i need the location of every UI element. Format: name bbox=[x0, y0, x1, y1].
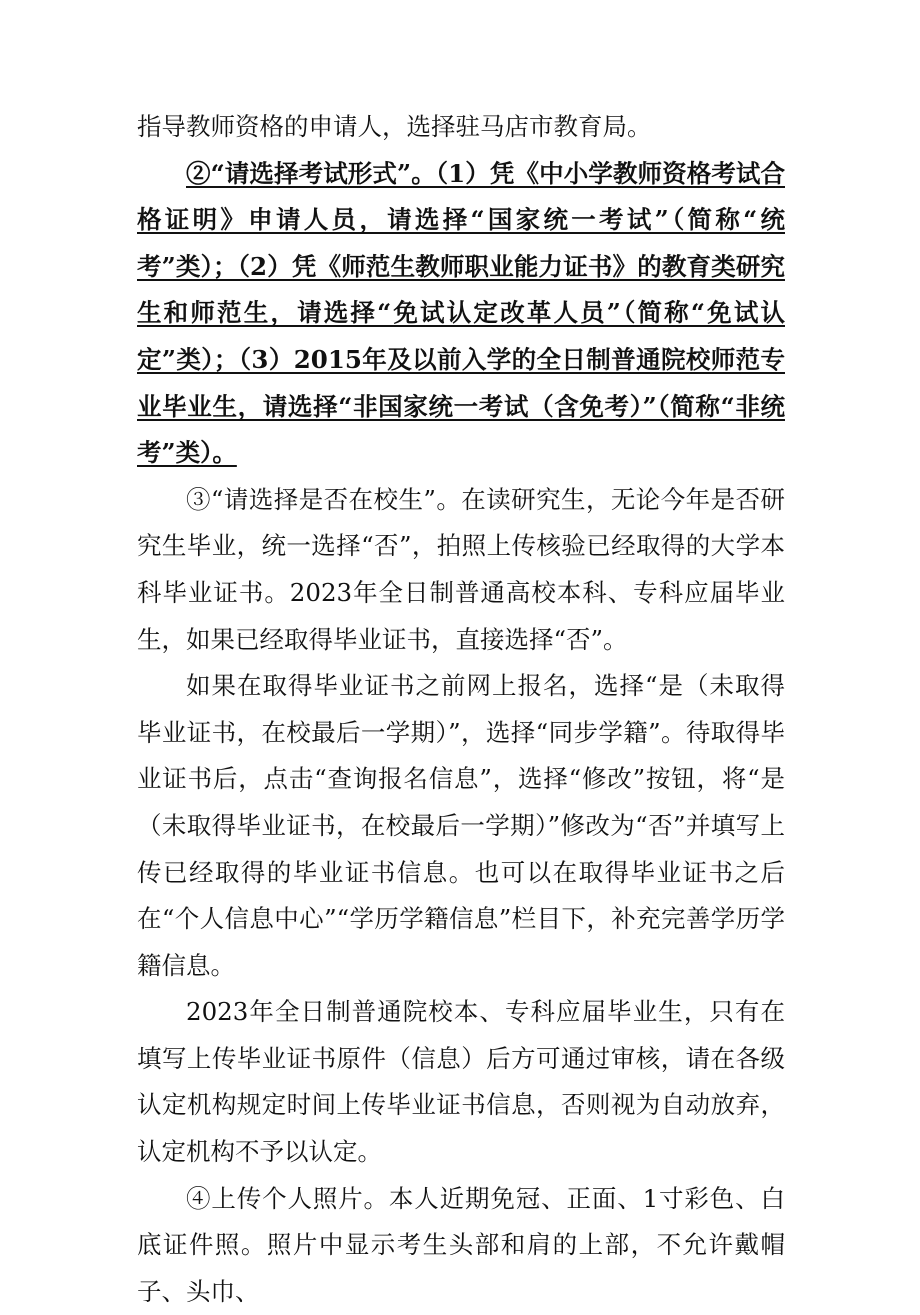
paragraph-graduates-upload: 2023年全日制普通院校本、专科应届毕业生，只有在填写上传毕业证书原件（信息）后方可通过审核，请在各级认定机构规定时间上传毕业证书信息，否则视为自动放弃，认定机构不予以认定。 bbox=[137, 997, 785, 1167]
paragraph-continuation: 指导教师资格的申请人，选择驻马店市教育局。 bbox=[137, 112, 652, 141]
document-page bbox=[137, 104, 785, 1315]
paragraph-online-registration: 如果在取得毕业证书之前网上报名，选择“是（未取得毕业证书，在校最后一学期）”，选择“同步学籍”。待取得毕业证书后，点击“查询报名信息”，选择“修改”按钮，将“是（未取得毕业证书，在校最后一学期）”修改为“否”并填写上传已经取得的毕业证书信息。也可以在取得毕业证书之后在“个人信息中心”“学历学籍信息”栏目下，补充完善学历学籍信息。 bbox=[137, 671, 785, 980]
paragraph-photo-upload: ④上传个人照片。本人近期免冠、正面、1寸彩色、白底证件照。照片中显示考生头部和肩的上部，不允许戴帽子、头巾、 bbox=[137, 1183, 785, 1306]
paragraph-student-status: ③“请选择是否在校生”。在读研究生，无论今年是否研究生毕业，统一选择“否”，拍照上传核验已经取得的大学本科毕业证书。2023年全日制普通高校本科、专科应届毕业生，如果已经取得毕业证书，直接选择“否”。 bbox=[137, 484, 785, 654]
paragraph-exam-form: ②“请选择考试形式”。（1）凭《中小学教师资格考试合格证明》申请人员，请选择“国家统一考试”（简称“统考”类）；（2）凭《师范生教师职业能力证书》的教育类研究生和师范生，请选择“免试认定改革人员”（简称“免试认定”类）；（3）2015年及以前入学的全日制普通院校师范专业毕业生，请选择“非国家统一考试（含免考）”（简称“非统考”类）。 bbox=[137, 158, 785, 468]
